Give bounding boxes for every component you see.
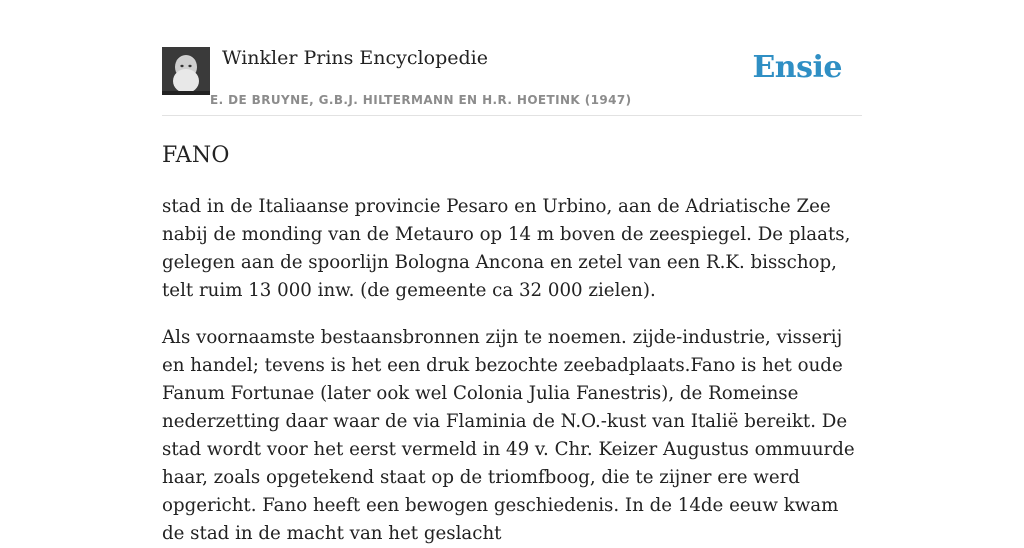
portrait-icon — [162, 47, 210, 95]
source-title[interactable]: Winkler Prins Encyclopedie — [222, 47, 488, 69]
entry-paragraph: stad in de Italiaanse provincie Pesaro en Urbino, aan de Adriatische Zee nabij de monding van de Metauro op 14 m boven de zeespiegel. De plaats, gelegen aan de spoorlijn Bologna Ancona en zetel van een R.K. bisschop, telt ruim 13 000 inw. (de gemeente ca 32 000 zielen). — [162, 196, 851, 301]
source-header — [162, 46, 862, 116]
ensie-logo[interactable]: Ensie — [752, 50, 842, 85]
page — [162, 0, 862, 548]
entry-paragraph: Als voornaamste bestaansbronnen zijn te noemen. zijde-industrie, visserij en handel; tevens is het een druk bezochte zeebadplaats.Fano is het oude Fanum Fortunae (later ook wel Colonia Julia Fanestris), de Romeinse nederzetting daar waar de via Flaminia de N.O.-kust van Italië bereikt. De stad wordt voor het eerst vermeld in 49 v. Chr. Keizer Augustus ommuurde haar, zoals opgetekend staat op de triomfboog, die te zijner ere werd opgericht. Fano heeft een bewogen geschiedenis. In de 14de eeuw kwam de stad in de macht van het geslacht — [162, 327, 855, 544]
portrait-avatar[interactable] — [162, 47, 210, 95]
entry-title: FANO — [162, 143, 230, 168]
source-authors: E. DE BRUYNE, G.B.J. HILTERMANN EN H.R. HOETINK (1947) — [210, 93, 632, 107]
entry-text — [162, 193, 862, 548]
